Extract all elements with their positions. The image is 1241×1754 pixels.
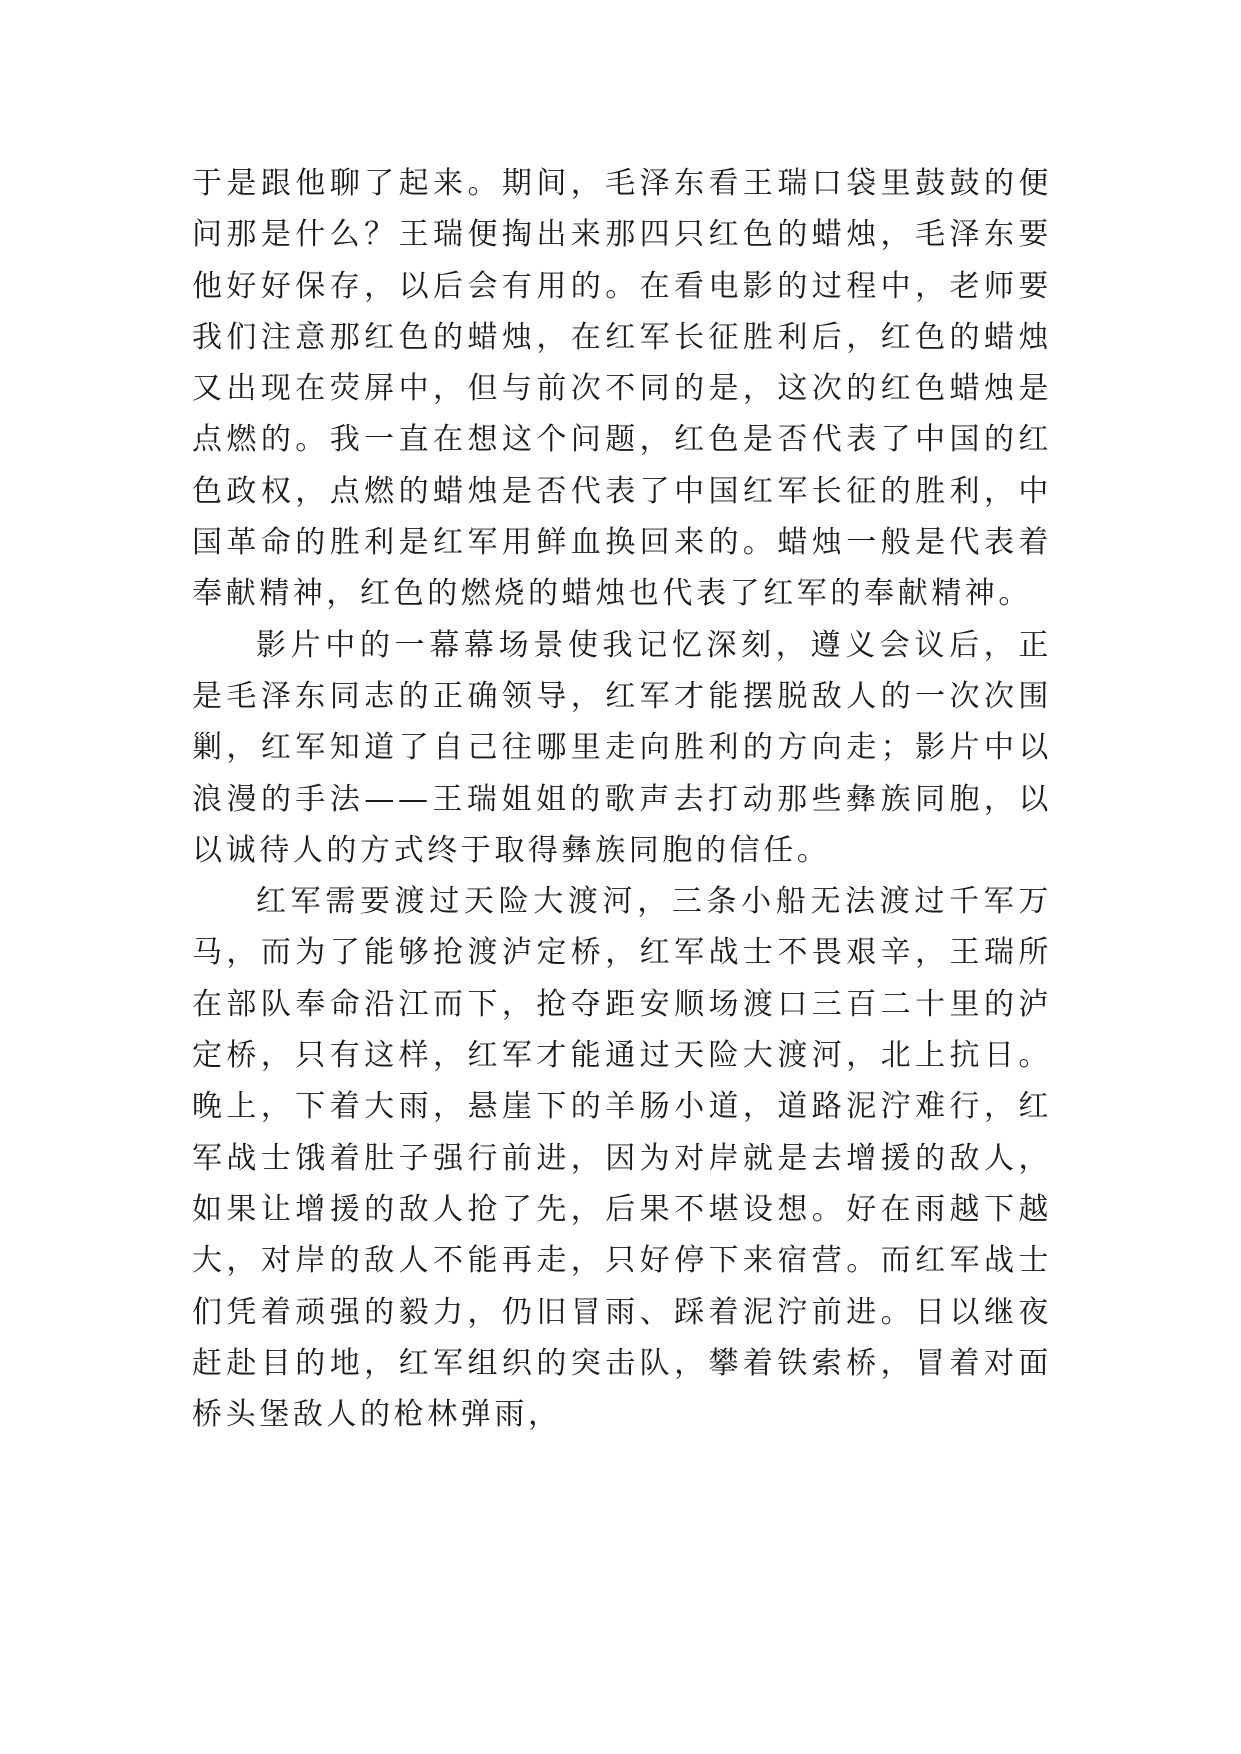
paragraph-2: 影片中的一幕幕场景使我记忆深刻，遵义会议后，正是毛泽东同志的正确领导，红军才能摆脱敌人的一次次围剿，红军知道了自己往哪里走向胜利的方向走；影片中以浪漫的手法——王瑞姐姐的歌声去打动那些彝族同胞，以以诚待人的方式终于取得彝族同胞的信任。 bbox=[192, 627, 1052, 868]
paragraph-3: 红军需要渡过天险大渡河，三条小船无法渡过千军万马，而为了能够抢渡泸定桥，红军战士不畏艰辛，王瑞所在部队奉命沿江而下，抢夺距安顺场渡口三百二十里的泸定桥，只有这样，红军才能通过天险大渡河，北上抗日。晚上，下着大雨，悬崖下的羊肠小道，道路泥泞难行，红军战士饿着肚子强行前进，因为对岸就是去增援的敌人，如果让增援的敌人抢了先，后果不堪设想。好在雨越下越大，对岸的敌人不能再走，只好停下来宿营。而红军战士们凭着顽强的毅力，仍旧冒雨、踩着泥泞前进。日以继夜赶赴目的地，红军组织的突击队，攀着铁索桥，冒着对面桥头堡敌人的枪林弹雨， bbox=[192, 884, 1052, 1433]
paragraph-1: 于是跟他聊了起来。期间，毛泽东看王瑞口袋里鼓鼓的便问那是什么？王瑞便掏出来那四只红色的蜡烛，毛泽东要他好好保存，以后会有用的。在看电影的过程中，老师要我们注意那红色的蜡烛，在红军长征胜利后，红色的蜡烛又出现在荧屏中，但与前次不同的是，这次的红色蜡烛是点燃的。我一直在想这个问题，红色是否代表了中国的红色政权，点燃的蜡烛是否代表了中国红军长征的胜利，中国革命的胜利是红军用鲜血换回来的。蜡烛一般是代表着奉献精神，红色的燃烧的蜡烛也代表了红军的奉献精神。 bbox=[192, 166, 1052, 612]
document-body bbox=[192, 158, 1052, 1440]
